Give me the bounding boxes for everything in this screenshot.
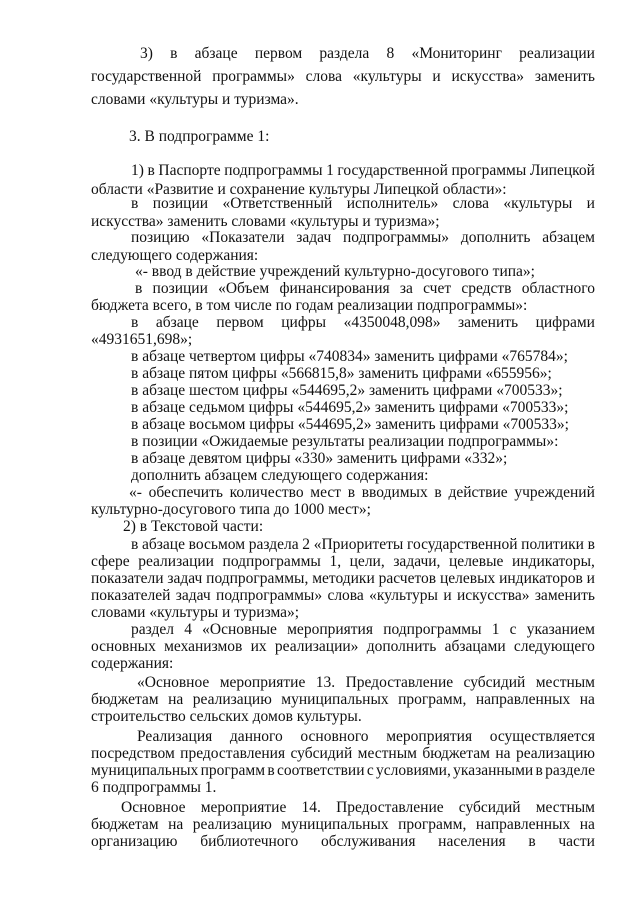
text-line: Реализация данного основного мероприятия осуществляется: [137, 728, 595, 745]
text-line: муниципальных программ в соответствии с условиями, указанными в разделе: [91, 762, 595, 779]
text-line: «- обеспечить количество мест в вводимых в действие учреждений: [129, 484, 595, 501]
text-line: бюджетам на реализацию муниципальных программ, направленных на: [91, 816, 595, 833]
text-line: области «Развитие и сохранение культуры Липецкой области»:: [91, 181, 507, 198]
text-line: в абзаце восьмом цифры «544695,2» заменить цифрами «700533»;: [131, 416, 569, 433]
text-line: 2) в Текстовой части:: [123, 518, 264, 535]
text-line: содержания:: [91, 655, 174, 672]
text-line: позицию «Показатели задач подпрограммы» дополнить абзацем: [131, 229, 595, 246]
text-line: в абзаце девятом цифры «330» заменить цифрами «332»;: [131, 450, 508, 467]
text-line: строительство сельских домов культуры.: [91, 708, 362, 725]
text-line: культурно-досугового типа до 1000 мест»;: [91, 501, 371, 518]
text-line: «- ввод в действие учреждений культурно-досугового типа»;: [135, 263, 535, 280]
text-line: в позиции «Ответственный исполнитель» слова «культуры и: [131, 195, 595, 212]
text-line: основных механизмов их реализации» дополнить абзацами следующего: [91, 638, 595, 655]
text-line: в абзаце пятом цифры «566815,8» заменить цифрами «655956»;: [131, 365, 552, 382]
text-line: искусства» заменить словами «культуры и туризма»;: [91, 213, 440, 230]
text-line: 6 подпрограммы 1.: [91, 779, 217, 796]
text-line: сфере реализации подпрограммы 1, цели, задачи, целевые индикаторы,: [91, 553, 595, 570]
text-line: дополнить абзацем следующего содержания:: [131, 467, 429, 484]
text-line: в абзаце седьмом цифры «544695,2» заменить цифрами «700533»;: [131, 399, 569, 416]
text-line: показатели задач подпрограммы, методики расчетов целевых индикаторов и: [91, 570, 595, 587]
text-line: в абзаце четвертом цифры «740834» заменить цифрами «765784»;: [131, 348, 568, 365]
text-line: посредством предоставления субсидий местным бюджетам на реализацию: [91, 745, 595, 762]
text-line: показателей задач подпрограммы» слова «культуры и искусства» заменить: [91, 587, 595, 604]
text-line: словами «культуры и туризма»;: [91, 604, 300, 621]
text-line: бюджетам на реализацию муниципальных программ, направленных на: [91, 691, 595, 708]
text-line: бюджета всего, в том числе по годам реализации подпрограммы»:: [91, 297, 528, 314]
text-line: «4931651,698»;: [91, 331, 193, 348]
text-line: «Основное мероприятие 13. Предоставление субсидий местным: [137, 674, 595, 691]
text-line: Основное мероприятие 14. Предоставление субсидий местным: [121, 799, 595, 816]
text-line: 3. В подпрограмме 1:: [129, 128, 270, 145]
text-line: в абзаце восьмом раздела 2 «Приоритеты государственной политики в: [131, 536, 595, 553]
text-line: раздел 4 «Основные мероприятия подпрограммы 1 с указанием: [131, 621, 595, 638]
text-line: в позиции «Объем финансирования за счет средств областного: [135, 280, 595, 297]
text-line: организацию библиотечного обслуживания населения в части: [91, 833, 595, 850]
text-line: государственной программы» слова «культуры и искусства» заменить: [91, 68, 595, 85]
text-line: 3) в абзаце первом раздела 8 «Мониторинг реализации: [140, 45, 595, 62]
text-line: в абзаце шестом цифры «544695,2» заменить цифрами «700533»;: [131, 382, 563, 399]
text-line: следующего содержания:: [91, 247, 259, 264]
text-line: словами «культуры и туризма».: [91, 91, 299, 108]
text-line: в абзаце первом цифры «4350048,098» заменить цифрами: [131, 314, 595, 331]
text-line: 1) в Паспорте подпрограммы 1 государственной программы Липецкой: [131, 162, 595, 179]
text-line: в позиции «Ожидаемые результаты реализации подпрограммы»:: [131, 433, 559, 450]
